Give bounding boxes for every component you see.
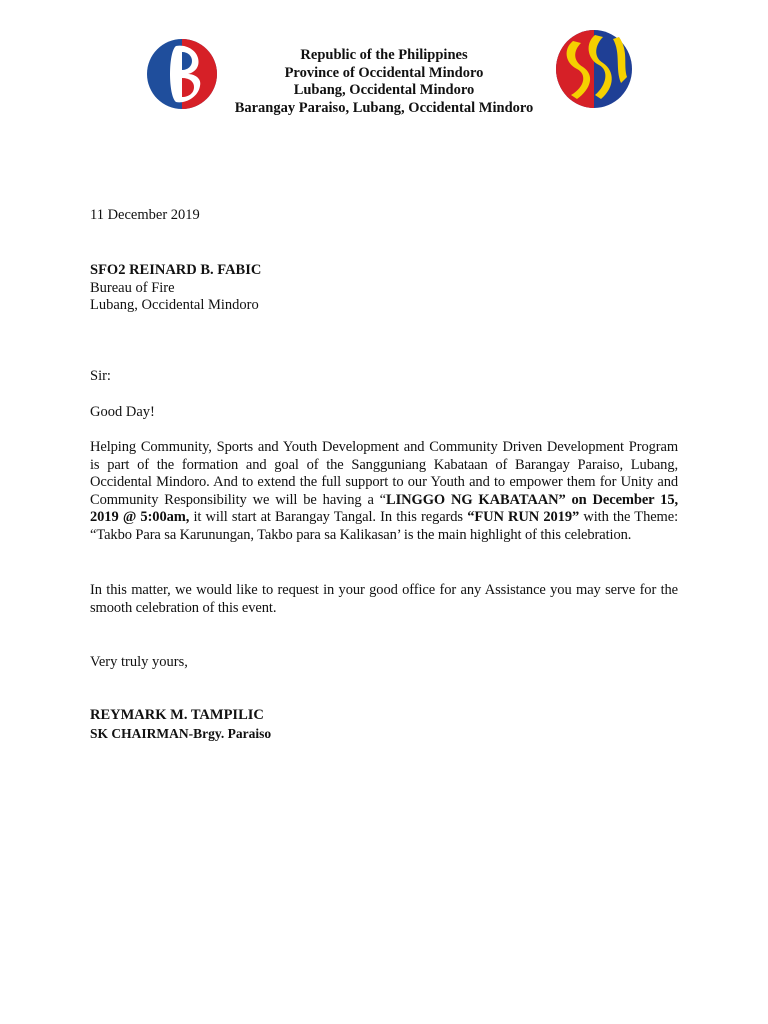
body-paragraph-2: In this matter, we would like to request in your good office for any Assistance you may serve for the smooth celebration of this event. bbox=[90, 582, 678, 616]
letterhead-line-2: Province of Occidental Mindoro bbox=[284, 64, 484, 81]
letter-date: 11 December 2019 bbox=[90, 207, 200, 223]
signatory-name: REYMARK M. TAMPILIC bbox=[90, 707, 264, 723]
greeting: Good Day! bbox=[90, 404, 155, 420]
recipient-address: Lubang, Occidental Mindoro bbox=[90, 297, 259, 313]
recipient-name: SFO2 REINARD B. FABIC bbox=[90, 262, 262, 278]
letterhead bbox=[200, 47, 568, 117]
paragraph-1-text-3: with the Theme: “Takbo Para sa Karunungan, Takbo para sa Kalikasan’ is the main highlight of this celebration. bbox=[90, 509, 678, 543]
salutation: Sir: bbox=[90, 368, 111, 384]
body-paragraph-1 bbox=[90, 439, 678, 544]
paragraph-1-text-2: it will start at Barangay Tangal. In this regards bbox=[189, 509, 468, 525]
fun-run-title: “FUN RUN 2019” bbox=[467, 509, 580, 525]
closing: Very truly yours, bbox=[90, 654, 188, 670]
letterhead-line-1: Republic of the Philippines bbox=[300, 47, 468, 63]
letterhead-line-4: Barangay Paraiso, Lubang, Occidental Mindoro bbox=[234, 99, 534, 116]
event-name-date: LINGGO NG KABATAAN” on December 15, 2019 @ 5:00am, bbox=[90, 491, 678, 525]
signature-block bbox=[90, 707, 678, 742]
signatory-title: SK CHAIRMAN-Brgy. Paraiso bbox=[90, 725, 272, 741]
recipient-block bbox=[90, 262, 678, 315]
paragraph-1-text-1: Helping Community, Sports and Youth Development and Community Driven Development Program is part of the formation and goal of the Sangguniang Kabataan of Barangay Paraiso, Lubang, Occidental Mindoro. And to extend the full support to our Youth and to empower them for Unity and Community Responsibility we will be having a “ bbox=[90, 439, 678, 508]
recipient-office: Bureau of Fire bbox=[90, 279, 175, 296]
letterhead-line-3: Lubang, Occidental Mindoro bbox=[293, 82, 475, 98]
